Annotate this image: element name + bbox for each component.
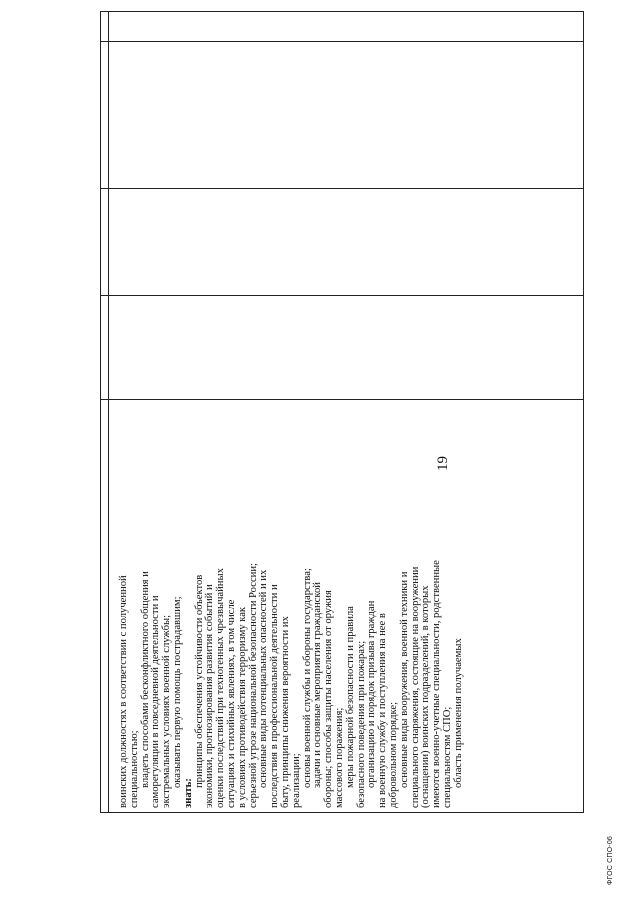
text-line: (оснащении) воинских подразделений, в которых	[420, 585, 432, 808]
text-line: на военную службу и поступления на нее в	[377, 613, 389, 808]
text-line: добровольном порядке;	[387, 701, 399, 808]
text-line: специального снаряжения, состоящие на вооружении	[409, 566, 421, 808]
text-line: быту, принципы снижения вероятности их	[279, 616, 291, 808]
column-divider	[101, 41, 583, 42]
table-row	[109, 12, 583, 812]
text-line: знать:	[182, 778, 194, 808]
text-line: специальностью;	[128, 730, 140, 808]
text-line: экономики, прогнозирования развития событий и	[204, 584, 216, 808]
text-line: основные виды потенциальных опасностей и их	[258, 569, 270, 788]
text-line: имеются военно-учетные специальности, родственные	[431, 560, 443, 808]
text-line: область применения получаемых	[452, 638, 464, 788]
text-line: обороны; способы защиты населения от оружия	[323, 590, 335, 808]
text-line: в условиях противодействия терроризму как	[236, 606, 248, 808]
text-line: оценки последствий при техногенных чрезвычайных	[215, 568, 227, 808]
text-line: ситуациях и стихийных явлениях, в том числе	[225, 599, 237, 808]
competency-cell	[119, 404, 465, 812]
table-top-row	[101, 12, 109, 812]
text-line: задачи и основные мероприятия гражданской	[312, 582, 324, 788]
column-divider	[101, 188, 583, 189]
text-line: владеть способами бесконфликтного общения и	[139, 571, 151, 788]
footer-label: ФГОС СПО-06	[607, 835, 614, 885]
text-line: саморегуляции в повседневной деятельности и	[150, 595, 162, 808]
page-number: 19	[435, 456, 451, 471]
text-line: специальностям СПО;	[441, 706, 453, 808]
curriculum-table	[100, 11, 584, 813]
column-divider	[101, 295, 583, 296]
text-line: основы военной службы и обороны государства;	[301, 568, 313, 788]
text-line: принципы обеспечения устойчивости объектов	[193, 574, 205, 788]
text-line: меры пожарной безопасности и правила	[344, 606, 356, 788]
text-line: реализации;	[290, 753, 302, 808]
column-divider	[101, 399, 583, 400]
text-line: воинских должностях в соответствии с полученной	[118, 575, 129, 808]
text-line: организацию и порядок призыва граждан	[366, 600, 378, 788]
text-line: последствия в профессиональной деятельности и	[269, 584, 281, 808]
text-line: оказывать первую помощь пострадавшим;	[171, 596, 183, 788]
text-line: основные виды вооружения, военной техники и	[398, 571, 410, 788]
text-line: экстремальных условиях военной службы;	[161, 614, 173, 808]
text-line: массового поражения;	[333, 707, 345, 808]
text-line: безопасного поведения при пожарах;	[355, 640, 367, 808]
text-line: серьезной угрозе национальной безопасности России;	[247, 563, 259, 808]
